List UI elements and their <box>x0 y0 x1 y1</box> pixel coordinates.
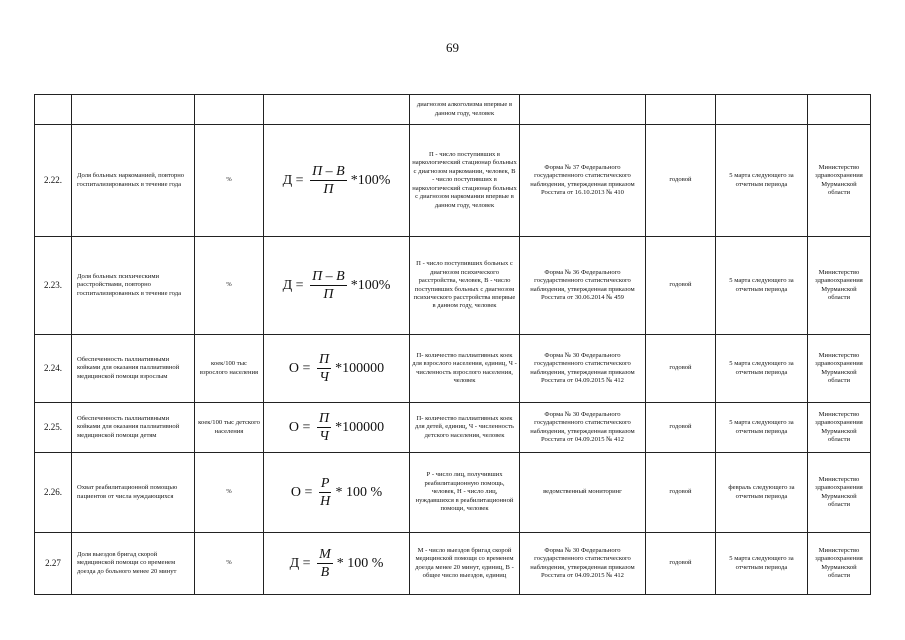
cell-period: годовой <box>646 125 716 237</box>
cell-formula <box>264 95 410 125</box>
table-row <box>35 453 871 533</box>
table-row <box>35 533 871 595</box>
formula-numerator: П <box>318 352 330 368</box>
formula-denominator: П <box>323 286 334 302</box>
formula <box>283 269 391 302</box>
cell-formula <box>264 453 410 533</box>
cell-due: 5 марта следующего за отчетным периода <box>716 237 808 335</box>
cell-name <box>72 95 195 125</box>
formula-denominator: Ч <box>319 369 329 385</box>
cell-formula <box>264 403 410 453</box>
formula-multiplier: *100000 <box>335 360 385 376</box>
formula-equals: = <box>292 277 308 293</box>
cell-num: 2.22. <box>35 125 72 237</box>
cell-unit: коек/100 тыс взрослого населения <box>195 335 264 403</box>
cell-due: 5 марта следующего за отчетным периода <box>716 125 808 237</box>
formula <box>289 352 384 385</box>
formula-fraction <box>319 476 332 509</box>
table-row <box>35 403 871 453</box>
cell-source <box>520 95 646 125</box>
cell-due <box>716 95 808 125</box>
cell-name: Доля выездов бригад скорой медицинской помощи со временем доезда до больного менее 20 минут <box>72 533 195 595</box>
cell-source: Форма № 30 Федерального государственного статистического наблюдения, утвержденная приказом Росстата от 04.09.2015 № 412 <box>520 335 646 403</box>
formula-fraction <box>310 164 347 197</box>
cell-description: П- количество паллиативных коек для детей, единиц, Ч - численность детского населения, человек <box>410 403 520 453</box>
formula-denominator: В <box>320 564 330 580</box>
formula-multiplier: *100% <box>350 277 391 293</box>
formula-numerator: П <box>318 411 330 427</box>
cell-due: 5 марта следующего за отчетным периода <box>716 533 808 595</box>
formula-multiplier: *100% <box>350 172 391 188</box>
cell-source: ведомственный мониторинг <box>520 453 646 533</box>
formula-equals: = <box>299 419 314 435</box>
cell-org <box>808 95 871 125</box>
cell-name: Охват реабилитационной помощью пациентов от числа нуждающихся <box>72 453 195 533</box>
cell-num <box>35 95 72 125</box>
formula-equals: = <box>299 360 314 376</box>
cell-due: февраль следующего за отчетным периода <box>716 453 808 533</box>
cell-formula <box>264 237 410 335</box>
cell-period: годовой <box>646 453 716 533</box>
formula-equals: = <box>292 172 308 188</box>
formula-equals: = <box>299 555 315 571</box>
cell-period: годовой <box>646 237 716 335</box>
formula <box>289 411 384 444</box>
cell-source: Форма № 30 Федерального государственного статистического наблюдения, утвержденная приказом Росстата от 04.09.2015 № 412 <box>520 403 646 453</box>
cell-num: 2.24. <box>35 335 72 403</box>
cell-org: Министерство здравоохранения Мурманской области <box>808 335 871 403</box>
formula-fraction <box>317 411 331 444</box>
formula-multiplier: *100000 <box>335 419 385 435</box>
cell-org: Министерство здравоохранения Мурманской области <box>808 403 871 453</box>
cell-unit: % <box>195 453 264 533</box>
formula-numerator: П – В <box>312 164 345 180</box>
cell-description: диагнозом алкоголизма впервые в данном году, человек <box>410 95 520 125</box>
formula-denominator: Ч <box>319 428 329 444</box>
cell-period <box>646 95 716 125</box>
cell-org: Министерство здравоохранения Мурманской области <box>808 237 871 335</box>
cell-org: Министерство здравоохранения Мурманской области <box>808 125 871 237</box>
table-row-continuation <box>35 95 871 125</box>
formula-fraction <box>310 269 347 302</box>
formula-multiplier: * 100 % <box>335 484 383 500</box>
cell-period: годовой <box>646 533 716 595</box>
cell-name: Доля больных психическими расстройствами, повторно госпитализированных в течение года <box>72 237 195 335</box>
cell-description: П - число поступивших больных с диагнозом психического расстройства, человек, В - число поступивших больных с диагнозом психического расстройства впервые в данном году, человек <box>410 237 520 335</box>
cell-name: Обеспеченность паллиативными койками для оказания паллиативной медицинской помощи взрослым <box>72 335 195 403</box>
cell-description: Р - число лиц, получивших реабилитационную помощь, человек, Н - число лиц, нуждавшихся в реабилитационной помощи, человек <box>410 453 520 533</box>
cell-description: П - число поступивших в наркологический стационар больных с диагнозом наркомании, человек, В - число поступивших в наркологический стационар больных с диагнозом наркомании впервые в данном году, человек <box>410 125 520 237</box>
formula-numerator: П – В <box>312 269 345 285</box>
cell-due: 5 марта следующего за отчетным периода <box>716 403 808 453</box>
formula-fraction <box>317 352 331 385</box>
formula <box>290 547 384 580</box>
cell-due: 5 марта следующего за отчетным периода <box>716 335 808 403</box>
cell-unit: % <box>195 237 264 335</box>
cell-org: Министерство здравоохранения Мурманской области <box>808 533 871 595</box>
formula-denominator: Н <box>320 493 331 509</box>
cell-source: Форма № 36 Федерального государственного статистического наблюдения, утвержденная приказом Росстата от 30.06.2014 № 459 <box>520 237 646 335</box>
formula-fraction <box>317 547 333 580</box>
formula <box>291 476 382 509</box>
cell-unit: коек/100 тыс детского населения <box>195 403 264 453</box>
formula-multiplier: * 100 % <box>336 555 384 571</box>
formula-lhs: Д <box>282 277 293 293</box>
formula-numerator: М <box>319 547 331 563</box>
cell-formula <box>264 335 410 403</box>
cell-description: П- количество паллиативных коек для взрослого населения, единиц, Ч - численность взрослого населения, человек <box>410 335 520 403</box>
cell-description: М - число выездов бригад скорой медицинской помощи со временем доезда менее 20 минут, единиц, В - общее число выездов, единиц <box>410 533 520 595</box>
page-number: 69 <box>446 40 459 55</box>
indicators-table <box>34 94 871 595</box>
cell-num: 2.25. <box>35 403 72 453</box>
cell-num: 2.26. <box>35 453 72 533</box>
table-row <box>35 125 871 237</box>
cell-period: годовой <box>646 335 716 403</box>
cell-unit: % <box>195 125 264 237</box>
cell-name: Обеспеченность паллиативными койками для оказания паллиативной медицинской помощи детям <box>72 403 195 453</box>
formula-lhs: О <box>290 484 301 500</box>
cell-unit: % <box>195 533 264 595</box>
cell-formula <box>264 533 410 595</box>
formula <box>283 164 391 197</box>
formula-lhs: Д <box>289 555 300 571</box>
cell-org: Министерство здравоохранения Мурманской области <box>808 453 871 533</box>
formula-denominator: П <box>323 181 334 197</box>
formula-numerator: Р <box>320 476 330 492</box>
formula-lhs: О <box>288 360 300 376</box>
formula-lhs: Д <box>282 172 293 188</box>
cell-unit <box>195 95 264 125</box>
cell-name: Доля больных наркоманией, повторно госпитализированных в течение года <box>72 125 195 237</box>
cell-source: Форма № 37 Федерального государственного статистического наблюдения, утвержденная приказом Росстата от 16.10.2013 № 410 <box>520 125 646 237</box>
cell-num: 2.23. <box>35 237 72 335</box>
table-row <box>35 335 871 403</box>
formula-equals: = <box>300 484 316 500</box>
cell-num: 2.27 <box>35 533 72 595</box>
formula-lhs: О <box>288 419 300 435</box>
cell-period: годовой <box>646 403 716 453</box>
cell-source: Форма № 30 Федерального государственного статистического наблюдения, утвержденная приказом Росстата от 04.09.2015 № 412 <box>520 533 646 595</box>
table-row <box>35 237 871 335</box>
cell-formula <box>264 125 410 237</box>
